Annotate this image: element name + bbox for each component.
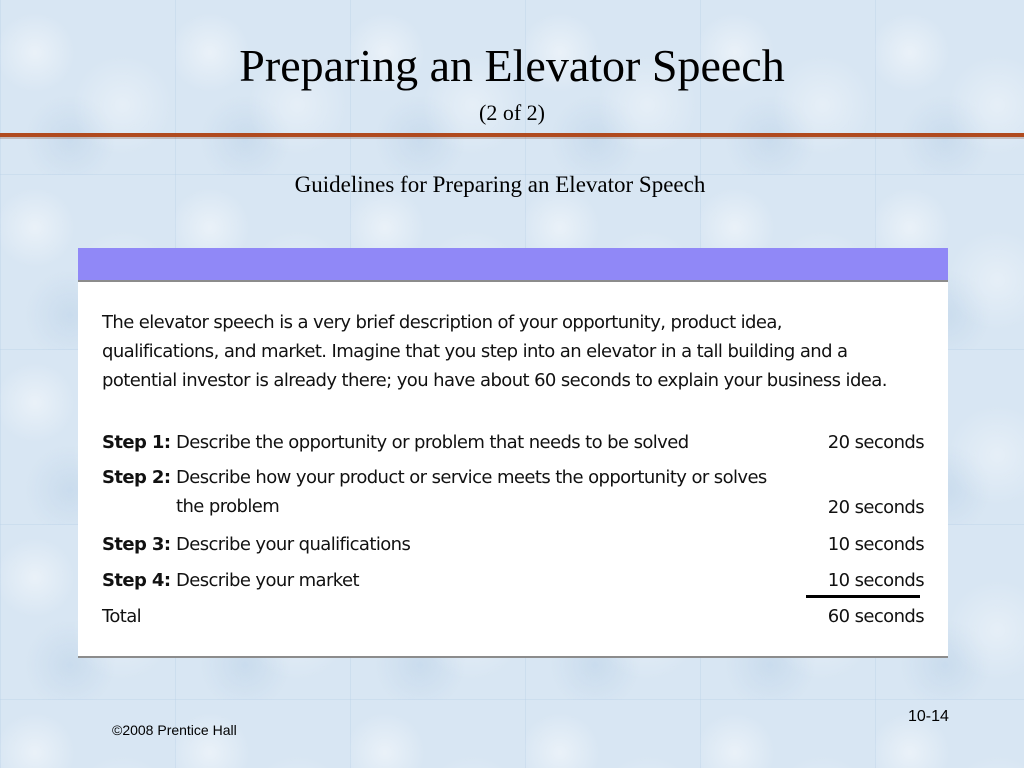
total-label: Total [102, 606, 142, 627]
step-description: Describe your qualifications [176, 534, 411, 555]
title-divider-shadow [0, 137, 1024, 139]
step-time: 10 seconds [827, 570, 924, 591]
slide-title: Preparing an Elevator Speech [239, 40, 785, 91]
slide-subtitle: (2 of 2) [479, 100, 545, 125]
step-description: Describe your market [176, 570, 359, 591]
total-underline [806, 595, 920, 598]
guidelines-box [78, 248, 948, 658]
section-heading: Guidelines for Preparing an Elevator Speech [294, 172, 706, 197]
guidelines-intro: The elevator speech is a very brief description of your opportunity, product idea, qualifications, and market. Imagine that you step into an elevator in a tall building and a potential investor is already there; you have about 60 seconds to explain your business idea. [102, 312, 887, 391]
guidelines-header-rule [78, 280, 948, 282]
footer-page-number: 10-14 [908, 708, 949, 725]
step-label: Step 2: [102, 467, 171, 488]
footer-copyright: ©2008 Prentice Hall [112, 722, 237, 738]
step-description: Describe how your product or service meets the opportunity or solves the problem [176, 467, 767, 517]
step-label: Step 4: [102, 570, 171, 591]
step-time: 10 seconds [827, 534, 924, 555]
step-label: Step 3: [102, 534, 171, 555]
step-description: Describe the opportunity or problem that needs to be solved [176, 432, 689, 453]
step-time: 20 seconds [827, 432, 924, 453]
step-time: 20 seconds [827, 497, 924, 518]
total-time: 60 seconds [827, 606, 924, 627]
step-label: Step 1: [102, 432, 171, 453]
guidelines-header-bar [78, 248, 948, 280]
